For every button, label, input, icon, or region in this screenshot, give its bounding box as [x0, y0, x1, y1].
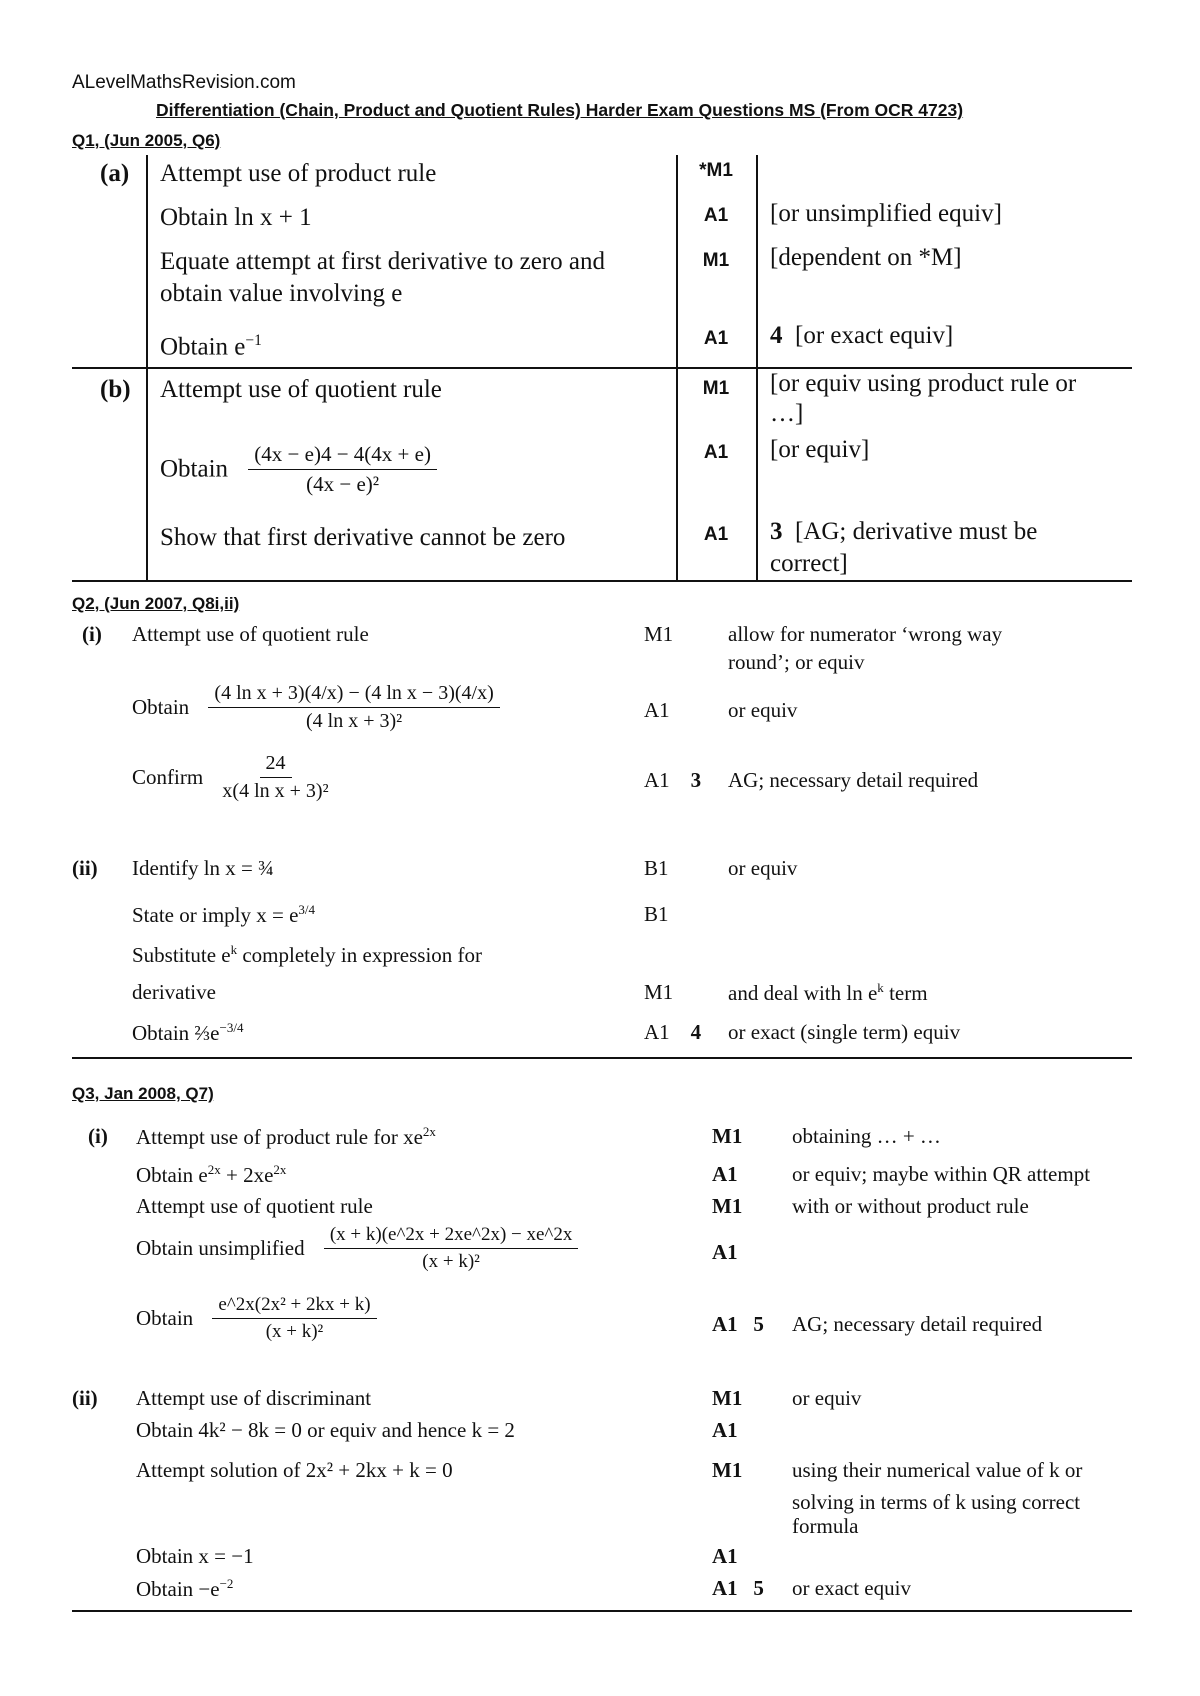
q2-note: or equiv — [728, 698, 798, 722]
q1-total: 3 — [770, 518, 783, 545]
q2-note-text-after: term — [883, 981, 928, 1005]
q2-note: AG; necessary detail required — [728, 768, 979, 792]
q2-mark — [644, 768, 701, 793]
q3-step: Obtain 4k² − 8k = 0 or equiv and hence k = 2 — [136, 1418, 515, 1442]
q1-note: [or equiv using product rule or — [770, 370, 1077, 397]
q3-fraction-numerator: e^2x(2x² + 2kx + k) — [212, 1294, 376, 1319]
q1-mark: A1 — [703, 442, 729, 463]
q3-step-exponent: −2 — [219, 1576, 234, 1591]
q3-step — [136, 1294, 377, 1343]
q3-mark — [712, 1312, 764, 1337]
q3-part-i-label: (i) — [88, 1124, 108, 1148]
q3-bottom-rule — [72, 1610, 1132, 1612]
q3-note: AG; necessary detail required — [792, 1312, 1043, 1336]
q2-step: derivative — [132, 980, 216, 1004]
q1-part-a-label: (a) — [100, 160, 130, 187]
q2-step-text: Substitute e — [132, 943, 231, 967]
q1-mark: A1 — [703, 328, 729, 349]
q1-step — [160, 442, 437, 497]
q1-fraction — [248, 442, 437, 497]
q2-bottom-rule — [72, 1057, 1132, 1059]
q1-step: Equate attempt at first derivative to zero and — [160, 248, 605, 275]
q2-step-exponent: 3/4 — [298, 902, 316, 917]
q1-step-text: Obtain — [160, 455, 229, 483]
q1-note: [or equiv] — [770, 436, 870, 463]
q1-total: 4 — [770, 322, 783, 349]
q3-mark: M1 — [712, 1194, 743, 1218]
q3-step-exponent-2: 2x — [273, 1162, 287, 1177]
document-title: Differentiation (Chain, Product and Quotient Rules) Harder Exam Questions MS (From OCR 4723) — [156, 100, 964, 120]
q3-mark: A1 — [712, 1544, 738, 1568]
q2-fraction — [222, 752, 328, 803]
q2-step-text: Obtain — [132, 695, 190, 719]
q1-note — [770, 518, 1037, 546]
q3-mark-text: A1 — [712, 1312, 738, 1336]
q1-heading: Q1, (Jun 2005, Q6) — [72, 131, 221, 150]
q2-step — [132, 682, 500, 733]
q2-total: 4 — [690, 1020, 702, 1044]
q2-mark: A1 — [644, 698, 670, 722]
q2-fraction-denominator: (4 ln x + 3)² — [306, 710, 403, 732]
q1-part-b-label: (b) — [100, 376, 131, 403]
q1-note: [or unsimplified equiv] — [770, 200, 1002, 227]
q3-part-ii-label: (ii) — [72, 1386, 98, 1410]
q3-mark: A1 — [712, 1240, 738, 1264]
q3-step-text: Attempt use of product rule for xe — [136, 1125, 423, 1149]
q2-note-text: and deal with ln e — [728, 981, 878, 1005]
q2-fraction — [208, 682, 499, 733]
q3-step-text: Obtain e — [136, 1163, 208, 1187]
q1-note-continued: correct] — [770, 550, 848, 577]
q3-step-exponent: 2x — [422, 1124, 436, 1139]
q3-step — [136, 1576, 233, 1602]
q3-mark: M1 — [712, 1458, 743, 1482]
q3-total: 5 — [753, 1312, 764, 1336]
q1-fraction-denominator: (4x − e)² — [306, 472, 380, 496]
q2-step-exponent: k — [230, 942, 238, 957]
q1-step: Show that first derivative cannot be zero — [160, 524, 566, 551]
q2-note: or exact (single term) equiv — [728, 1020, 961, 1044]
q2-step — [132, 752, 329, 803]
q2-step — [132, 902, 315, 928]
q3-mark: M1 — [712, 1386, 743, 1410]
q1-note-continued: …] — [770, 400, 804, 427]
q3-note: with or without product rule — [792, 1194, 1029, 1218]
q3-step-text: Obtain unsimplified — [136, 1236, 305, 1260]
q3-fraction — [212, 1294, 376, 1343]
q1-step: Obtain ln x + 1 — [160, 204, 312, 231]
q2-step-text: State or imply x = e — [132, 903, 299, 927]
site-name: ALevelMathsRevision.com — [72, 72, 296, 93]
q2-step-text-after: completely in expression for — [237, 943, 483, 967]
q3-note: or equiv; maybe within QR attempt — [792, 1162, 1091, 1186]
q1-mark: *M1 — [699, 160, 733, 181]
q1-fraction-numerator: (4x − e)4 − 4(4x + e) — [248, 442, 437, 470]
q2-step-text: Obtain ⅔e — [132, 1021, 220, 1045]
q2-step-text: Confirm — [132, 765, 204, 789]
q3-step-text: Obtain −e — [136, 1577, 220, 1601]
q2-mark: M1 — [644, 980, 674, 1004]
q2-heading: Q2, (Jun 2007, Q8i,ii) — [72, 594, 240, 613]
q1-mark: M1 — [702, 378, 730, 399]
q3-note: using their numerical value of k or — [792, 1458, 1083, 1482]
q3-fraction-numerator: (x + k)(e^2x + 2xe^2x) − xe^2x — [324, 1224, 579, 1249]
q3-mark: M1 — [712, 1124, 743, 1148]
q2-mark-text: A1 — [644, 1020, 670, 1044]
q3-step-exponent: 2x — [207, 1162, 221, 1177]
q3-fraction — [324, 1224, 579, 1273]
q1-step-continued: obtain value involving e — [160, 280, 403, 307]
q2-note: or equiv — [728, 856, 798, 880]
q3-step-text: Obtain — [136, 1306, 194, 1330]
q1-mark: A1 — [703, 524, 729, 545]
q3-mark — [712, 1576, 764, 1601]
q2-fraction-numerator: (4 ln x + 3)(4/x) − (4 ln x − 3)(4/x) — [208, 682, 499, 708]
q3-note: or exact equiv — [792, 1576, 911, 1600]
q3-step: Attempt use of quotient rule — [136, 1194, 373, 1218]
q1-step: Attempt use of product rule — [160, 160, 437, 187]
q1-step-exponent: −1 — [245, 332, 262, 349]
q1-bottom-rule — [72, 580, 1132, 582]
q2-mark: B1 — [644, 856, 669, 880]
q2-mark: M1 — [644, 622, 674, 646]
q3-step — [136, 1124, 436, 1150]
q1-part-divider — [72, 367, 1132, 369]
q3-note-continued: solving in terms of k using correct — [792, 1490, 1081, 1514]
q2-fraction-numerator: 24 — [260, 752, 292, 778]
q2-fraction-denominator: x(4 ln x + 3)² — [222, 780, 329, 802]
q2-step-exponent: −3/4 — [219, 1020, 244, 1035]
q3-fraction-denominator: (x + k)² — [265, 1321, 324, 1342]
q2-note-continued: round’; or equiv — [728, 650, 865, 674]
q3-note: or equiv — [792, 1386, 862, 1410]
q2-note-exponent: k — [877, 980, 884, 995]
q2-step — [132, 942, 482, 968]
q3-step — [136, 1162, 286, 1188]
q1-note-text: [AG; derivative must be — [795, 518, 1038, 545]
q2-mark: B1 — [644, 902, 669, 926]
q1-mark: M1 — [702, 250, 730, 271]
q2-part-i-label: (i) — [82, 622, 102, 646]
q3-step: Attempt solution of 2x² + 2kx + k = 0 — [136, 1458, 453, 1482]
q1-note — [770, 322, 953, 350]
q3-heading: Q3, Jan 2008, Q7) — [72, 1084, 214, 1103]
q2-step — [132, 1020, 243, 1046]
q3-total: 5 — [753, 1576, 764, 1600]
q3-note-continued: formula — [792, 1514, 859, 1538]
q1-step: Attempt use of quotient rule — [160, 376, 442, 403]
q1-note-text: [or exact equiv] — [795, 322, 954, 349]
q3-step — [136, 1224, 578, 1273]
q3-mark-text: A1 — [712, 1576, 738, 1600]
q2-step: Identify ln x = ¾ — [132, 856, 274, 880]
q3-step-text-after: + 2xe — [220, 1163, 274, 1187]
q2-step: Attempt use of quotient rule — [132, 622, 369, 646]
q3-mark: A1 — [712, 1418, 738, 1442]
q1-note: [dependent on *M] — [770, 244, 962, 271]
q1-step — [160, 332, 262, 361]
q2-part-ii-label: (ii) — [72, 856, 98, 880]
q3-mark: A1 — [712, 1162, 738, 1186]
q2-mark — [644, 1020, 701, 1045]
q3-fraction-denominator: (x + k)² — [422, 1251, 480, 1272]
q3-step: Attempt use of discriminant — [136, 1386, 372, 1410]
q2-note: allow for numerator ‘wrong way — [728, 622, 1003, 646]
q3-note: obtaining … + … — [792, 1124, 941, 1148]
q1-step-text: Obtain e — [160, 333, 246, 361]
q3-step: Obtain x = −1 — [136, 1544, 254, 1568]
q2-total: 3 — [690, 768, 702, 792]
q2-note — [728, 980, 928, 1006]
q1-mark: A1 — [703, 205, 729, 226]
q2-mark-text: A1 — [644, 768, 670, 792]
